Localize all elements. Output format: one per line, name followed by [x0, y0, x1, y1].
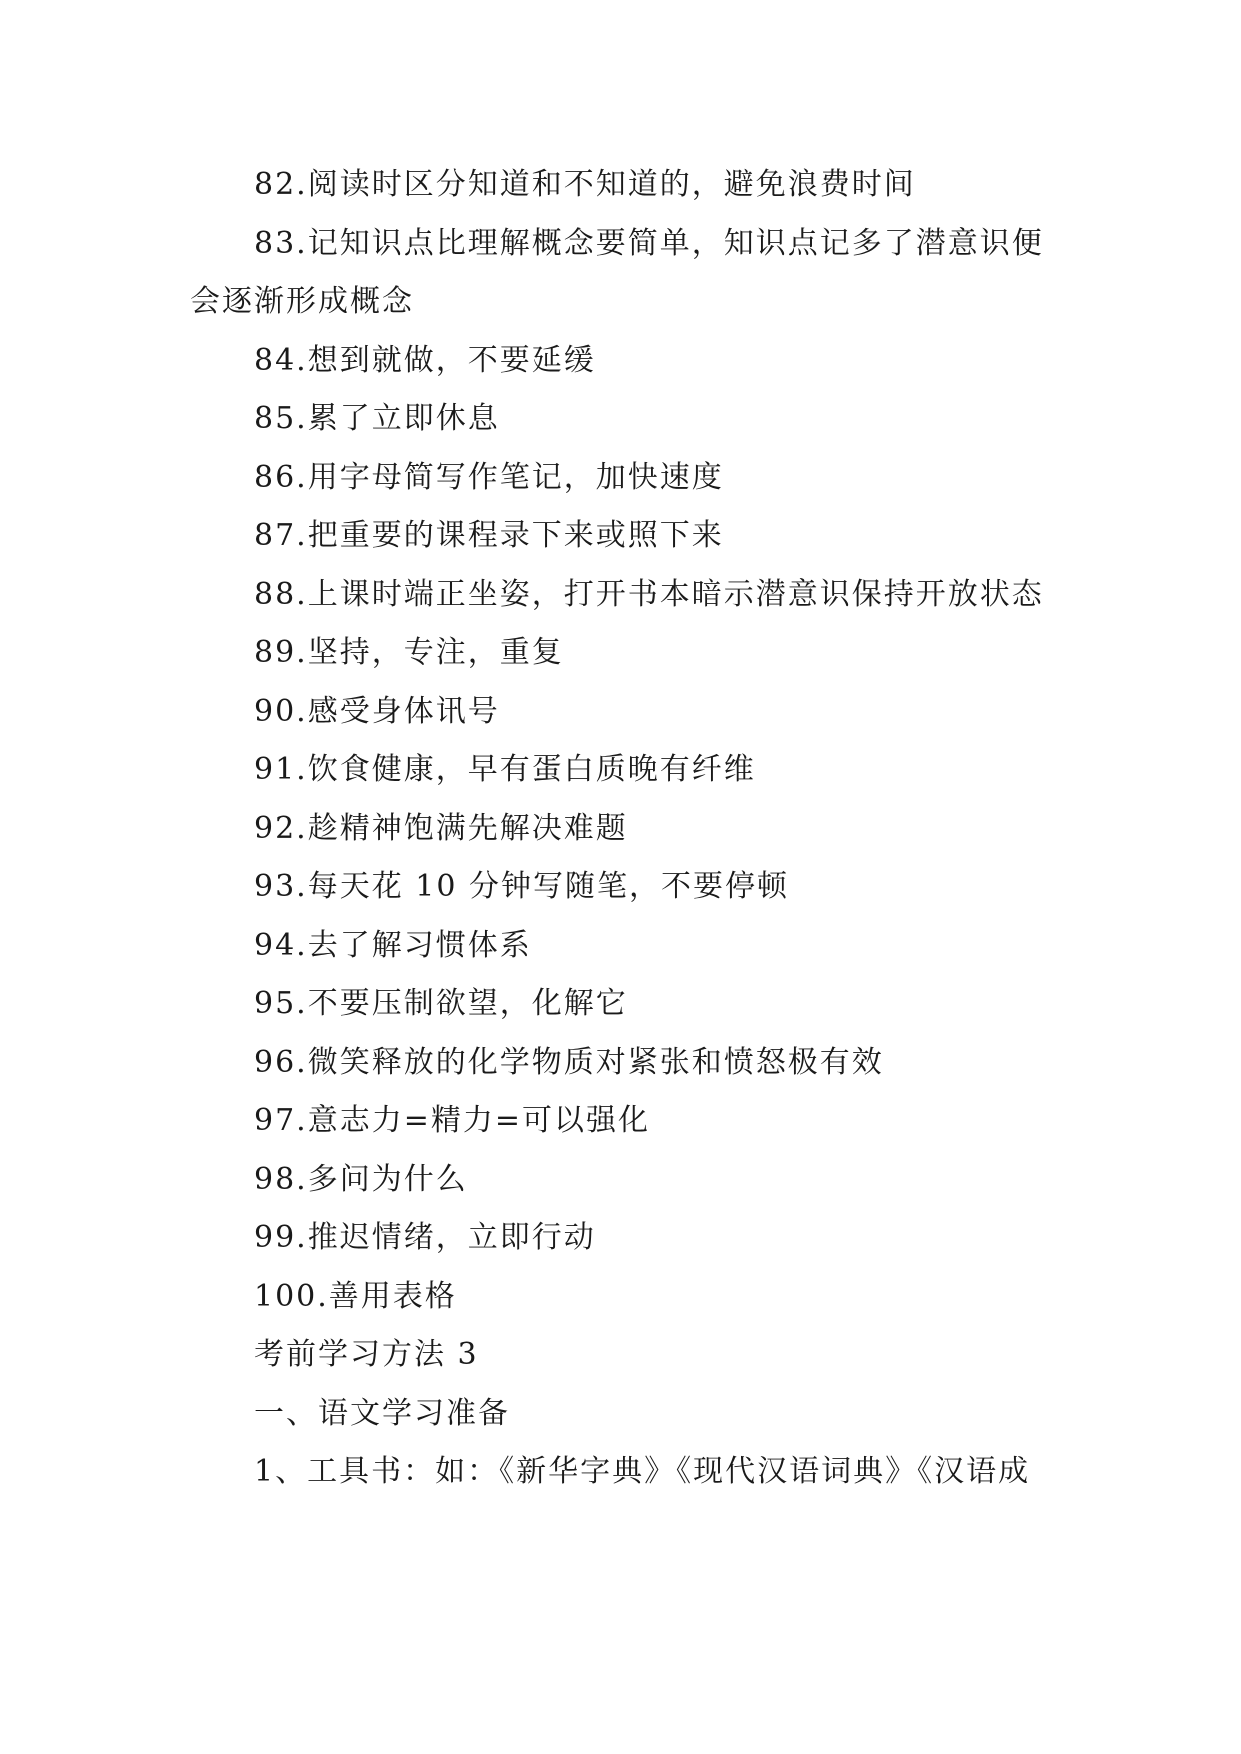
paragraph-93: 93.每天花 10 分钟写随笔，不要停顿 [254, 869, 789, 904]
paragraph-96: 96.微笑释放的化学物质对紧张和愤怒极有效 [254, 1044, 884, 1080]
document-body [190, 156, 1058, 1502]
paragraph-90: 90.感受身体讯号 [254, 693, 500, 729]
paragraph-97: 97.意志力=精力=可以强化 [254, 1103, 650, 1138]
paragraph-95: 95.不要压制欲望，化解它 [254, 986, 628, 1021]
section-heading: 考前学习方法 3 [254, 1337, 479, 1372]
paragraph-82: 82.阅读时区分知道和不知道的，避免浪费时间 [254, 167, 916, 202]
paragraph-100: 100.善用表格 [254, 1278, 457, 1314]
paragraph-94: 94.去了解习惯体系 [254, 927, 532, 963]
paragraph-83: 83.记知识点比理解概念要简单，知识点记多了潜意识便会逐渐形成概念 [190, 225, 1044, 319]
paragraph-89: 89.坚持，专注，重复 [254, 635, 564, 670]
paragraph-92: 92.趁精神饱满先解决难题 [254, 810, 628, 846]
paragraph-84: 84.想到就做，不要延缓 [254, 342, 596, 378]
paragraph-85: 85.累了立即休息 [254, 401, 500, 436]
paragraph-87: 87.把重要的课程录下来或照下来 [254, 518, 724, 553]
paragraph-91: 91.饮食健康，早有蛋白质晚有纤维 [254, 752, 756, 787]
paragraph-99: 99.推迟情绪，立即行动 [254, 1220, 596, 1255]
paragraph-98: 98.多问为什么 [254, 1161, 468, 1197]
paragraph-88: 88.上课时端正坐姿，打开书本暗示潜意识保持开放状态 [254, 576, 1044, 612]
list-item: 1、工具书：如：《新华字典》《现代汉语词典》《汉语成 [254, 1454, 1031, 1489]
paragraph-86: 86.用字母简写作笔记，加快速度 [254, 459, 724, 495]
subsection-heading: 一、语文学习准备 [254, 1395, 510, 1431]
